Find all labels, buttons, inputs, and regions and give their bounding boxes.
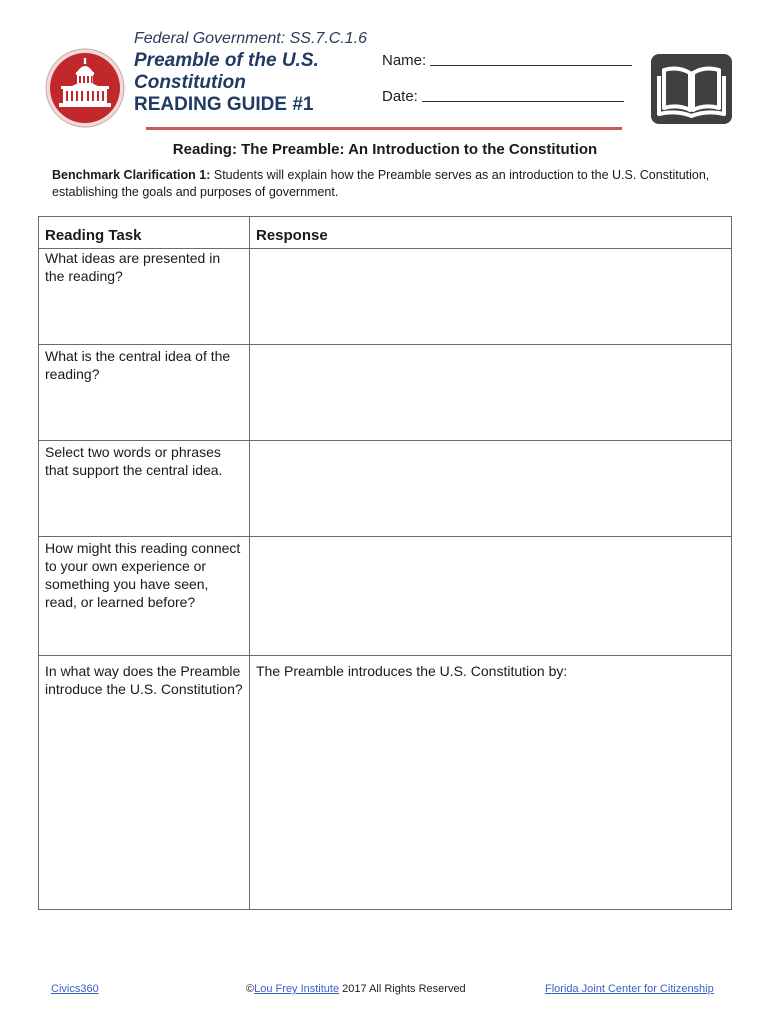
footer-left <box>51 983 99 995</box>
name-label: Name: <box>382 52 427 69</box>
column-header-response: Response <box>250 217 732 249</box>
table-row <box>39 249 732 345</box>
table-row <box>39 345 732 441</box>
benchmark-label: Benchmark Clarification 1: <box>52 168 211 182</box>
task-cell: What is the central idea of the reading? <box>39 345 250 441</box>
date-field[interactable] <box>382 88 624 105</box>
copyright-text: 2017 All Rights Reserved <box>339 983 466 995</box>
response-cell[interactable]: The Preamble introduces the U.S. Constitution by: <box>250 656 732 910</box>
task-cell: How might this reading connect to your own experience or something you have seen, read, or learned before? <box>39 537 250 656</box>
table-row <box>39 537 732 656</box>
response-cell[interactable] <box>250 441 732 537</box>
task-cell: Select two words or phrases that support the central idea. <box>39 441 250 537</box>
table-header-row <box>39 217 732 249</box>
table-row <box>39 441 732 537</box>
footer-copyright <box>246 983 466 995</box>
document-title: Preamble of the U.S. Constitution <box>134 50 319 93</box>
title-divider <box>146 127 622 130</box>
open-book-icon <box>651 54 732 124</box>
response-cell[interactable] <box>250 345 732 441</box>
column-header-reading-task: Reading Task <box>39 217 250 249</box>
copyright-symbol: © <box>246 983 255 995</box>
response-cell[interactable] <box>250 537 732 656</box>
florida-joint-center-link[interactable]: Florida Joint Center for Citizenship <box>545 983 714 995</box>
table-row <box>39 656 732 910</box>
civics360-link[interactable]: Civics360 <box>51 983 99 995</box>
capitol-building-icon <box>45 48 125 128</box>
date-blank-line[interactable] <box>422 100 624 102</box>
benchmark-text: Students will explain how the Preamble serves as an introduction to the U.S. Constitution, establishing the goals and purposes of government. <box>52 168 710 199</box>
benchmark-clarification <box>52 167 732 201</box>
name-field[interactable] <box>382 52 632 69</box>
task-cell: What ideas are presented in the reading? <box>39 249 250 345</box>
lou-frey-institute-link[interactable]: Lou Frey Institute <box>254 983 340 995</box>
task-cell: In what way does the Preamble introduce the U.S. Constitution? <box>39 656 250 910</box>
date-label: Date: <box>382 88 418 105</box>
reading-task-table <box>38 216 732 910</box>
guide-title: READING GUIDE #1 <box>134 94 314 115</box>
footer-right <box>545 983 714 995</box>
course-standard: Federal Government: SS.7.C.1.6 <box>134 30 367 47</box>
name-blank-line[interactable] <box>430 64 632 66</box>
response-cell[interactable] <box>250 249 732 345</box>
reading-heading: Reading: The Preamble: An Introduction to the Constitution <box>172 141 598 158</box>
